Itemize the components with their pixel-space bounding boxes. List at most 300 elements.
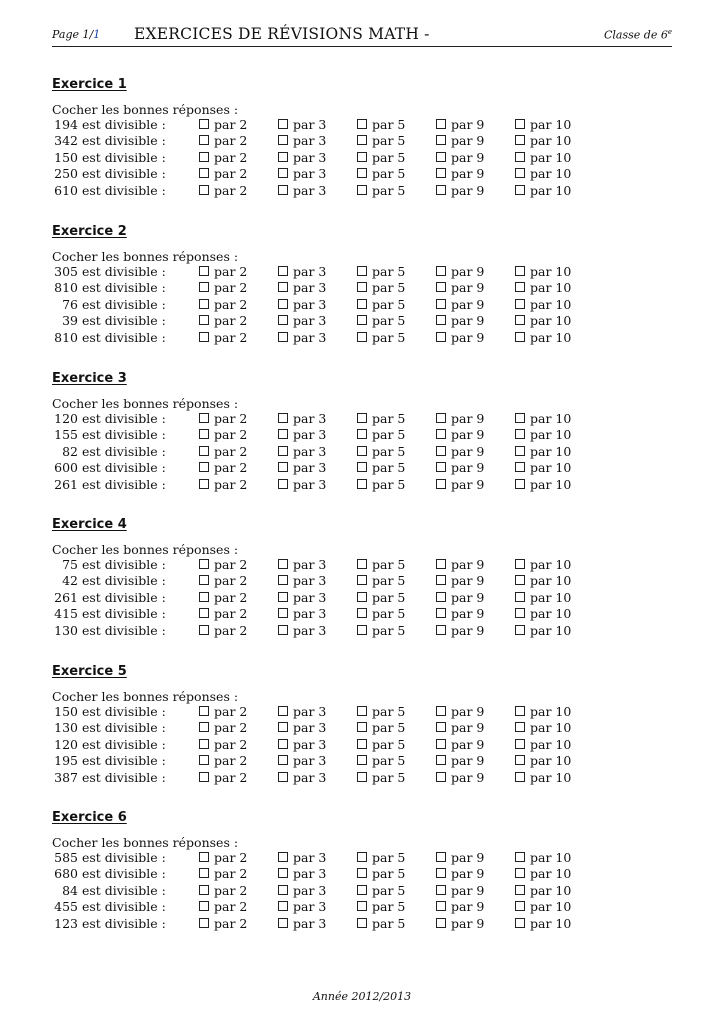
divisibility-option[interactable] [436, 280, 484, 296]
checkbox[interactable] [436, 266, 446, 276]
checkbox[interactable] [199, 479, 209, 489]
checkbox[interactable] [515, 462, 525, 472]
checkbox[interactable] [515, 135, 525, 145]
divisibility-option[interactable] [278, 444, 326, 460]
divisibility-option[interactable] [515, 883, 571, 899]
checkbox[interactable] [515, 901, 525, 911]
checkbox[interactable] [357, 722, 367, 732]
checkbox[interactable] [199, 266, 209, 276]
divisibility-option[interactable] [515, 623, 571, 639]
checkbox[interactable] [515, 119, 525, 129]
divisibility-option[interactable] [199, 770, 247, 786]
divisibility-option[interactable] [515, 150, 571, 166]
divisibility-option[interactable] [436, 313, 484, 329]
divisibility-option[interactable] [357, 883, 405, 899]
divisibility-option[interactable] [515, 590, 571, 606]
divisibility-option[interactable] [199, 460, 247, 476]
divisibility-option[interactable] [515, 427, 571, 443]
checkbox[interactable] [357, 739, 367, 749]
checkbox[interactable] [278, 332, 288, 342]
checkbox[interactable] [199, 332, 209, 342]
checkbox[interactable] [436, 299, 446, 309]
divisibility-option[interactable] [436, 477, 484, 493]
divisibility-option[interactable] [436, 330, 484, 346]
divisibility-option[interactable] [357, 460, 405, 476]
divisibility-option[interactable] [199, 313, 247, 329]
checkbox[interactable] [357, 918, 367, 928]
divisibility-option[interactable] [357, 313, 405, 329]
checkbox[interactable] [357, 119, 367, 129]
checkbox[interactable] [436, 706, 446, 716]
divisibility-option[interactable] [199, 916, 247, 932]
checkbox[interactable] [278, 706, 288, 716]
checkbox[interactable] [199, 852, 209, 862]
divisibility-option[interactable] [436, 557, 484, 573]
checkbox[interactable] [515, 722, 525, 732]
divisibility-option[interactable] [278, 330, 326, 346]
divisibility-option[interactable] [436, 573, 484, 589]
divisibility-option[interactable] [278, 117, 326, 133]
divisibility-option[interactable] [278, 280, 326, 296]
divisibility-option[interactable] [436, 883, 484, 899]
checkbox[interactable] [515, 446, 525, 456]
checkbox[interactable] [278, 135, 288, 145]
checkbox[interactable] [515, 429, 525, 439]
divisibility-option[interactable] [357, 411, 405, 427]
divisibility-option[interactable] [199, 427, 247, 443]
checkbox[interactable] [278, 446, 288, 456]
divisibility-option[interactable] [199, 183, 247, 199]
checkbox[interactable] [436, 772, 446, 782]
divisibility-option[interactable] [199, 753, 247, 769]
divisibility-option[interactable] [357, 916, 405, 932]
divisibility-option[interactable] [515, 330, 571, 346]
checkbox[interactable] [515, 918, 525, 928]
divisibility-option[interactable] [357, 264, 405, 280]
checkbox[interactable] [357, 608, 367, 618]
checkbox[interactable] [357, 299, 367, 309]
checkbox[interactable] [278, 592, 288, 602]
divisibility-option[interactable] [357, 623, 405, 639]
checkbox[interactable] [278, 429, 288, 439]
divisibility-option[interactable] [515, 899, 571, 915]
divisibility-option[interactable] [199, 883, 247, 899]
checkbox[interactable] [199, 706, 209, 716]
divisibility-option[interactable] [278, 606, 326, 622]
checkbox[interactable] [436, 575, 446, 585]
divisibility-option[interactable] [436, 916, 484, 932]
checkbox[interactable] [436, 282, 446, 292]
checkbox[interactable] [436, 901, 446, 911]
checkbox[interactable] [515, 282, 525, 292]
divisibility-option[interactable] [199, 477, 247, 493]
checkbox[interactable] [436, 429, 446, 439]
checkbox[interactable] [357, 446, 367, 456]
divisibility-option[interactable] [278, 720, 326, 736]
checkbox[interactable] [278, 479, 288, 489]
checkbox[interactable] [199, 413, 209, 423]
divisibility-option[interactable] [515, 411, 571, 427]
divisibility-option[interactable] [436, 704, 484, 720]
divisibility-option[interactable] [278, 737, 326, 753]
checkbox[interactable] [278, 755, 288, 765]
checkbox[interactable] [515, 152, 525, 162]
checkbox[interactable] [199, 185, 209, 195]
checkbox[interactable] [515, 575, 525, 585]
divisibility-option[interactable] [515, 297, 571, 313]
divisibility-option[interactable] [515, 573, 571, 589]
divisibility-option[interactable] [199, 623, 247, 639]
divisibility-option[interactable] [357, 117, 405, 133]
checkbox[interactable] [357, 413, 367, 423]
checkbox[interactable] [515, 608, 525, 618]
checkbox[interactable] [278, 315, 288, 325]
divisibility-option[interactable] [278, 704, 326, 720]
divisibility-option[interactable] [278, 183, 326, 199]
divisibility-option[interactable] [278, 133, 326, 149]
divisibility-option[interactable] [357, 866, 405, 882]
divisibility-option[interactable] [515, 133, 571, 149]
checkbox[interactable] [278, 413, 288, 423]
divisibility-option[interactable] [357, 557, 405, 573]
divisibility-option[interactable] [357, 770, 405, 786]
checkbox[interactable] [278, 901, 288, 911]
divisibility-option[interactable] [199, 411, 247, 427]
divisibility-option[interactable] [436, 150, 484, 166]
divisibility-option[interactable] [515, 850, 571, 866]
divisibility-option[interactable] [357, 183, 405, 199]
divisibility-option[interactable] [199, 330, 247, 346]
divisibility-option[interactable] [199, 590, 247, 606]
checkbox[interactable] [357, 575, 367, 585]
divisibility-option[interactable] [357, 753, 405, 769]
divisibility-option[interactable] [278, 573, 326, 589]
checkbox[interactable] [515, 739, 525, 749]
checkbox[interactable] [278, 168, 288, 178]
checkbox[interactable] [357, 706, 367, 716]
checkbox[interactable] [199, 299, 209, 309]
divisibility-option[interactable] [278, 411, 326, 427]
divisibility-option[interactable] [278, 313, 326, 329]
divisibility-option[interactable] [278, 460, 326, 476]
divisibility-option[interactable] [436, 899, 484, 915]
divisibility-option[interactable] [199, 573, 247, 589]
divisibility-option[interactable] [515, 444, 571, 460]
divisibility-option[interactable] [515, 866, 571, 882]
checkbox[interactable] [515, 559, 525, 569]
checkbox[interactable] [199, 446, 209, 456]
checkbox[interactable] [357, 901, 367, 911]
checkbox[interactable] [436, 885, 446, 895]
checkbox[interactable] [357, 559, 367, 569]
checkbox[interactable] [357, 625, 367, 635]
divisibility-option[interactable] [357, 444, 405, 460]
divisibility-option[interactable] [278, 883, 326, 899]
divisibility-option[interactable] [199, 557, 247, 573]
divisibility-option[interactable] [278, 477, 326, 493]
divisibility-option[interactable] [515, 477, 571, 493]
checkbox[interactable] [436, 625, 446, 635]
checkbox[interactable] [515, 592, 525, 602]
divisibility-option[interactable] [357, 720, 405, 736]
divisibility-option[interactable] [515, 117, 571, 133]
checkbox[interactable] [199, 901, 209, 911]
divisibility-option[interactable] [278, 623, 326, 639]
checkbox[interactable] [199, 135, 209, 145]
checkbox[interactable] [357, 332, 367, 342]
checkbox[interactable] [357, 462, 367, 472]
divisibility-option[interactable] [199, 720, 247, 736]
divisibility-option[interactable] [199, 133, 247, 149]
divisibility-option[interactable] [199, 150, 247, 166]
divisibility-option[interactable] [278, 264, 326, 280]
divisibility-option[interactable] [199, 117, 247, 133]
divisibility-option[interactable] [199, 166, 247, 182]
divisibility-option[interactable] [357, 590, 405, 606]
divisibility-option[interactable] [199, 866, 247, 882]
checkbox[interactable] [278, 282, 288, 292]
checkbox[interactable] [278, 119, 288, 129]
divisibility-option[interactable] [278, 770, 326, 786]
divisibility-option[interactable] [357, 297, 405, 313]
divisibility-option[interactable] [357, 150, 405, 166]
divisibility-option[interactable] [515, 704, 571, 720]
checkbox[interactable] [199, 918, 209, 928]
checkbox[interactable] [357, 168, 367, 178]
checkbox[interactable] [278, 299, 288, 309]
checkbox[interactable] [515, 315, 525, 325]
divisibility-option[interactable] [278, 753, 326, 769]
divisibility-option[interactable] [436, 770, 484, 786]
checkbox[interactable] [515, 332, 525, 342]
checkbox[interactable] [278, 152, 288, 162]
divisibility-option[interactable] [199, 444, 247, 460]
checkbox[interactable] [199, 152, 209, 162]
divisibility-option[interactable] [515, 770, 571, 786]
divisibility-option[interactable] [436, 411, 484, 427]
checkbox[interactable] [436, 413, 446, 423]
checkbox[interactable] [515, 868, 525, 878]
checkbox[interactable] [436, 755, 446, 765]
checkbox[interactable] [515, 706, 525, 716]
checkbox[interactable] [199, 755, 209, 765]
divisibility-option[interactable] [278, 297, 326, 313]
divisibility-option[interactable] [436, 590, 484, 606]
checkbox[interactable] [278, 608, 288, 618]
checkbox[interactable] [357, 282, 367, 292]
checkbox[interactable] [357, 479, 367, 489]
checkbox[interactable] [199, 282, 209, 292]
checkbox[interactable] [515, 185, 525, 195]
checkbox[interactable] [278, 575, 288, 585]
divisibility-option[interactable] [436, 166, 484, 182]
checkbox[interactable] [515, 299, 525, 309]
checkbox[interactable] [357, 755, 367, 765]
divisibility-option[interactable] [436, 866, 484, 882]
divisibility-option[interactable] [278, 427, 326, 443]
checkbox[interactable] [515, 479, 525, 489]
divisibility-option[interactable] [278, 866, 326, 882]
checkbox[interactable] [436, 608, 446, 618]
divisibility-option[interactable] [515, 606, 571, 622]
checkbox[interactable] [436, 868, 446, 878]
checkbox[interactable] [199, 625, 209, 635]
divisibility-option[interactable] [199, 899, 247, 915]
checkbox[interactable] [278, 625, 288, 635]
divisibility-option[interactable] [436, 623, 484, 639]
divisibility-option[interactable] [357, 166, 405, 182]
divisibility-option[interactable] [357, 477, 405, 493]
divisibility-option[interactable] [357, 280, 405, 296]
checkbox[interactable] [436, 135, 446, 145]
checkbox[interactable] [199, 739, 209, 749]
divisibility-option[interactable] [278, 916, 326, 932]
divisibility-option[interactable] [278, 150, 326, 166]
divisibility-option[interactable] [357, 899, 405, 915]
checkbox[interactable] [436, 185, 446, 195]
divisibility-option[interactable] [515, 264, 571, 280]
checkbox[interactable] [357, 152, 367, 162]
divisibility-option[interactable] [515, 720, 571, 736]
divisibility-option[interactable] [436, 183, 484, 199]
divisibility-option[interactable] [357, 850, 405, 866]
checkbox[interactable] [278, 852, 288, 862]
divisibility-option[interactable] [199, 264, 247, 280]
checkbox[interactable] [515, 852, 525, 862]
divisibility-option[interactable] [199, 280, 247, 296]
divisibility-option[interactable] [515, 460, 571, 476]
divisibility-option[interactable] [278, 557, 326, 573]
divisibility-option[interactable] [436, 427, 484, 443]
checkbox[interactable] [278, 885, 288, 895]
divisibility-option[interactable] [278, 590, 326, 606]
checkbox[interactable] [278, 868, 288, 878]
checkbox[interactable] [199, 772, 209, 782]
checkbox[interactable] [199, 119, 209, 129]
divisibility-option[interactable] [436, 264, 484, 280]
divisibility-option[interactable] [199, 737, 247, 753]
divisibility-option[interactable] [199, 850, 247, 866]
checkbox[interactable] [278, 266, 288, 276]
checkbox[interactable] [199, 462, 209, 472]
checkbox[interactable] [278, 739, 288, 749]
divisibility-option[interactable] [199, 297, 247, 313]
divisibility-option[interactable] [515, 280, 571, 296]
checkbox[interactable] [199, 592, 209, 602]
checkbox[interactable] [436, 168, 446, 178]
checkbox[interactable] [436, 918, 446, 928]
checkbox[interactable] [515, 266, 525, 276]
divisibility-option[interactable] [436, 606, 484, 622]
divisibility-option[interactable] [436, 720, 484, 736]
checkbox[interactable] [436, 119, 446, 129]
checkbox[interactable] [357, 429, 367, 439]
checkbox[interactable] [436, 479, 446, 489]
checkbox[interactable] [515, 168, 525, 178]
divisibility-option[interactable] [357, 133, 405, 149]
divisibility-option[interactable] [515, 753, 571, 769]
checkbox[interactable] [436, 592, 446, 602]
divisibility-option[interactable] [199, 704, 247, 720]
checkbox[interactable] [357, 266, 367, 276]
divisibility-option[interactable] [515, 183, 571, 199]
checkbox[interactable] [436, 462, 446, 472]
divisibility-option[interactable] [436, 850, 484, 866]
divisibility-option[interactable] [515, 737, 571, 753]
divisibility-option[interactable] [357, 573, 405, 589]
divisibility-option[interactable] [278, 166, 326, 182]
divisibility-option[interactable] [515, 916, 571, 932]
checkbox[interactable] [199, 575, 209, 585]
checkbox[interactable] [436, 446, 446, 456]
checkbox[interactable] [436, 852, 446, 862]
checkbox[interactable] [199, 168, 209, 178]
divisibility-option[interactable] [436, 737, 484, 753]
divisibility-option[interactable] [436, 444, 484, 460]
checkbox[interactable] [199, 722, 209, 732]
checkbox[interactable] [199, 868, 209, 878]
checkbox[interactable] [515, 885, 525, 895]
checkbox[interactable] [515, 413, 525, 423]
checkbox[interactable] [357, 135, 367, 145]
checkbox[interactable] [357, 868, 367, 878]
divisibility-option[interactable] [515, 313, 571, 329]
checkbox[interactable] [436, 739, 446, 749]
checkbox[interactable] [278, 772, 288, 782]
checkbox[interactable] [199, 559, 209, 569]
divisibility-option[interactable] [436, 297, 484, 313]
divisibility-option[interactable] [436, 753, 484, 769]
divisibility-option[interactable] [357, 427, 405, 443]
divisibility-option[interactable] [515, 557, 571, 573]
divisibility-option[interactable] [357, 330, 405, 346]
checkbox[interactable] [199, 315, 209, 325]
checkbox[interactable] [357, 185, 367, 195]
checkbox[interactable] [199, 429, 209, 439]
divisibility-option[interactable] [278, 899, 326, 915]
divisibility-option[interactable] [199, 606, 247, 622]
checkbox[interactable] [278, 462, 288, 472]
divisibility-option[interactable] [357, 737, 405, 753]
checkbox[interactable] [515, 625, 525, 635]
checkbox[interactable] [357, 852, 367, 862]
checkbox[interactable] [436, 315, 446, 325]
checkbox[interactable] [357, 315, 367, 325]
divisibility-option[interactable] [436, 133, 484, 149]
checkbox[interactable] [357, 592, 367, 602]
divisibility-option[interactable] [278, 850, 326, 866]
checkbox[interactable] [515, 772, 525, 782]
divisibility-option[interactable] [436, 460, 484, 476]
checkbox[interactable] [199, 885, 209, 895]
checkbox[interactable] [278, 722, 288, 732]
divisibility-option[interactable] [515, 166, 571, 182]
divisibility-option[interactable] [357, 704, 405, 720]
checkbox[interactable] [436, 152, 446, 162]
checkbox[interactable] [515, 755, 525, 765]
divisibility-option[interactable] [436, 117, 484, 133]
checkbox[interactable] [436, 559, 446, 569]
checkbox[interactable] [278, 185, 288, 195]
checkbox[interactable] [199, 608, 209, 618]
checkbox[interactable] [278, 918, 288, 928]
checkbox[interactable] [278, 559, 288, 569]
divisibility-option[interactable] [357, 606, 405, 622]
checkbox[interactable] [357, 772, 367, 782]
checkbox[interactable] [436, 722, 446, 732]
checkbox[interactable] [436, 332, 446, 342]
checkbox[interactable] [357, 885, 367, 895]
